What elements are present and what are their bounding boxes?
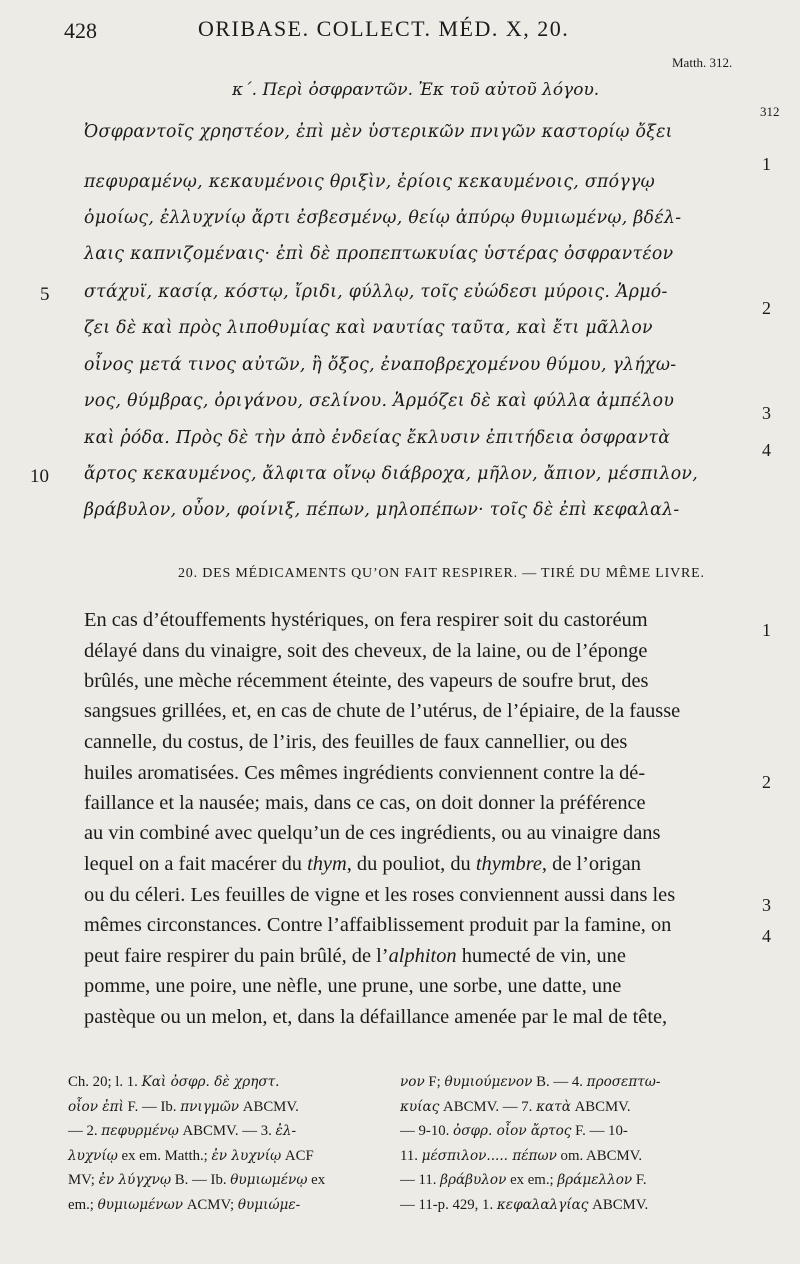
french-text-line: peut faire respirer du pain brûlé, de l’alphiton humecté de vin, une	[84, 945, 626, 967]
greek-text-line: ἄρτος κεκαυμένος, ἄλφιτα οἴνῳ διάβροχα, μῆλον, ἄπιον, μέσπιλον,	[84, 464, 699, 484]
apparatus-line: — 11-p. 429, 1. κεφαλαλγίας ABCMV.	[400, 1196, 649, 1213]
section-number: 2	[762, 772, 771, 792]
french-text-line: pastèque ou un melon, et, dans la défaillance amenée par le mal de tête,	[84, 1006, 668, 1028]
line-number: 5	[40, 284, 50, 305]
running-title: ORIBASE. COLLECT. MÉD. X, 20.	[198, 16, 570, 41]
french-text-line: faillance et la nausée; mais, dans ce cas, on doit donner la préférence	[84, 792, 646, 814]
apparatus-line: λυχνίῳ ex em. Matth.; ἐν λυχνίῳ ACF	[68, 1147, 314, 1164]
french-text-line: délayé dans du vinaigre, soit des cheveux, de la laine, ou de l’éponge	[84, 640, 648, 662]
apparatus-line: οἶον ἐπὶ F. — Ib. πνιγμῶν ABCMV.	[68, 1098, 299, 1115]
apparatus-line: — 11. βράβυλον ex em.; βράμελλον F.	[400, 1172, 647, 1188]
french-text-line: au vin combiné avec quelqu’un de ces ingrédients, ou au vinaigre dans	[84, 822, 661, 844]
french-text-line: ou du céleri. Les feuilles de vigne et les roses conviennent aussi dans les	[84, 884, 676, 906]
french-text-line: cannelle, du costus, de l’iris, des feuilles de faux cannellier, ou des	[84, 731, 628, 753]
section-number: 1	[762, 154, 771, 174]
french-text-line: lequel on a fait macérer du thym, du pouliot, du thymbre, de l’origan	[84, 853, 642, 875]
apparatus-line: — 2. πεφυρμένῳ ABCMV. — 3. ἐλ-	[68, 1123, 297, 1139]
section-number: 4	[762, 926, 771, 946]
apparatus-line: κυίας ABCMV. — 7. κατὰ ABCMV.	[400, 1098, 631, 1115]
french-text-line: sangsues grillées, et, en cas de chute de l’utérus, de l’épiaire, de la fausse	[84, 700, 681, 722]
apparatus-line: — 9-10. ὀσφρ. οἶον ἄρτος F. — 10-	[400, 1123, 628, 1139]
greek-text-line: στάχυϊ, κασίᾳ, κόστῳ, ἴριδι, φύλλῳ, τοῖς εὐώδεσι μύροις. Ἁρμό-	[84, 282, 668, 302]
critical-apparatus-left	[68, 1070, 325, 1217]
apparatus-line: em.; θυμιωμένων ACMV; θυμιώμε-	[68, 1196, 301, 1213]
greek-chapter-heading: κ΄. Περὶ ὀσφραντῶν. Ἐκ τοῦ αὐτοῦ λόγου.	[232, 80, 600, 100]
french-text-line: brûlés, une mèche récemment éteinte, des vapeurs de soufre brut, des	[84, 670, 649, 692]
reference-top: Matth. 312.	[672, 55, 733, 70]
line-number: 10	[30, 466, 49, 487]
section-number: 2	[762, 298, 771, 318]
greek-text-line: Ὀσφραντοῖς χρηστέον, ἐπὶ μὲν ὑστερικῶν πνιγῶν καστορίῳ ὄξει	[84, 122, 673, 142]
critical-apparatus-right	[400, 1070, 660, 1217]
section-number: 4	[762, 440, 771, 460]
section-number: 3	[762, 895, 771, 915]
greek-text-line: καὶ ῥόδα. Πρὸς δὲ τὴν ἀπὸ ἐνδείας ἔκλυσιν ἐπιτήδεια ὀσφραντὰ	[84, 428, 671, 448]
french-text-line: En cas d’étouffements hystériques, on fera respirer soit du castoréum	[84, 609, 648, 631]
greek-text-line: οἶνος μετά τινος αὐτῶν, ἢ ὄξος, ἐναποβρεχομένου θύμου, γλήχω-	[84, 355, 677, 375]
greek-text-line: βράβυλον, οὖον, φοίνιξ, πέπων, μηλοπέπων· τοῖς δὲ ἐπὶ κεφαλαλ-	[84, 500, 680, 520]
apparatus-line: MV; ἐν λύγχνῳ B. — Ib. θυμιωμένῳ ex	[68, 1172, 326, 1188]
french-chapter-heading: 20. DES MÉDICAMENTS QU’ON FAIT RESPIRER. — TIRÉ DU MÊME LIVRE.	[178, 566, 705, 581]
french-text-line: pomme, une poire, une nèfle, une prune, une sorbe, une datte, une	[84, 975, 622, 997]
apparatus-line: 11. μέσπιλον..... πέπων om. ABCMV.	[400, 1147, 643, 1164]
reference-margin: 312	[760, 104, 780, 119]
apparatus-line: Ch. 20; l. 1. Καὶ ὀσφρ. δὲ χρηστ.	[68, 1074, 280, 1090]
french-text-line: huiles aromatisées. Ces mêmes ingrédients conviennent contre la dé-	[84, 762, 646, 784]
greek-text-line: ζει δὲ καὶ πρὸς λιποθυμίας καὶ ναυτίας ταῦτα, καὶ ἔτι μᾶλλον	[84, 318, 653, 338]
greek-text-line: ὁμοίως, ἐλλυχνίῳ ἄρτι ἐσβεσμένῳ, θείῳ ἀπύρῳ θυμιωμένῳ, βδέλ-	[84, 208, 682, 228]
page-number: 428	[64, 18, 97, 43]
section-number: 1	[762, 620, 771, 640]
greek-text-line: λαις καπνιζομέναις· ἐπὶ δὲ προπεπτωκυίας ὑστέρας ὀσφραντέον	[84, 244, 674, 264]
greek-text-line: νος, θύμβρας, ὀριγάνου, σελίνου. Ἁρμόζει δὲ καὶ φύλλα ἀμπέλου	[84, 391, 675, 411]
section-number: 3	[762, 403, 771, 423]
french-text-line: mêmes circonstances. Contre l’affaiblissement produit par la famine, on	[84, 914, 672, 936]
apparatus-line: νον F; θυμιούμενον B. — 4. προσεπτω-	[400, 1074, 661, 1090]
greek-text-line: πεφυραμένῳ, κεκαυμένοις θριξὶν, ἐρίοις κεκαυμένοις, σπόγγῳ	[84, 172, 655, 192]
